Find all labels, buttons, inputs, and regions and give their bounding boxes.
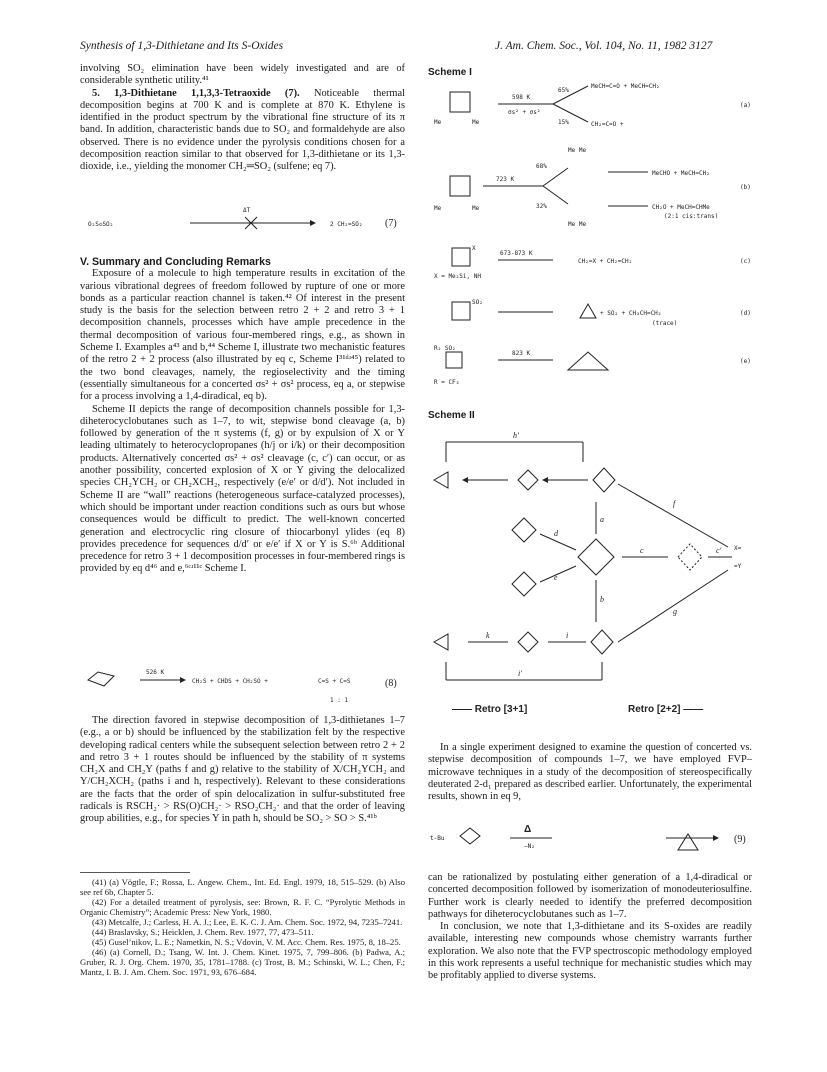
scheme1-b-product-2: CH₂O + MeCH=CHMe	[652, 204, 710, 211]
scheme1-b-yield-68: 68%	[536, 163, 547, 170]
footnote-44: (44) Braslavsky, S.; Heicklen, J. Chem. Rev. 1977, 77, 473–511.	[92, 927, 314, 937]
scheme1-c-x: X	[472, 245, 476, 252]
scheme2-path-b: b	[600, 595, 604, 604]
scheme-2	[428, 422, 758, 722]
scheme1-c-ring	[452, 248, 470, 266]
left-column-direction	[80, 715, 405, 826]
eq7-arrowhead	[310, 220, 316, 226]
scheme1-d-so2: SO₂	[472, 299, 483, 306]
scheme1-a-yield-15: 15%	[558, 119, 569, 126]
scheme2-diradical-bottom-left	[518, 632, 538, 652]
footnote-45: (45) Gusel’nikov, L. E.; Nametkin, N. S.; Vdovin, V. M. Acc. Chem. Res. 1975, 8, 18–25.	[92, 937, 401, 947]
scheme1-c-tag: (c)	[740, 258, 751, 265]
eq7-condition: ΔT	[243, 207, 251, 214]
eq7-reactant: O₂S◇SO₂	[88, 221, 114, 228]
footnote-46: (46) (a) Cornell, D.; Tsang, W. Int. J. Chem. Kinet. 1975, 7, 799–806. (b) Padwa, A.; Gruber, R. J. Org. Chem. 1970, 35, 1781–1788. (c) Trost, B. M.; Schinski, W. L.; Chen, F.; Mantz, I. B. J. Am. Chem. Soc. 1971, 93, 676–684.	[80, 947, 405, 977]
scheme1-d-trace: (trace)	[652, 320, 678, 327]
scheme2-center-ring	[578, 539, 614, 575]
scheme2-arrow-f	[618, 484, 728, 547]
scheme1-a-tag: (a)	[740, 102, 751, 109]
scheme1-d-cyclopropane	[580, 304, 596, 318]
scheme2-retro-31: —— Retro [3+1]	[452, 704, 528, 715]
scheme1-b-ring	[450, 176, 470, 196]
scheme2-path-a: a	[600, 515, 604, 524]
eq7-product: 2 CH₂=SO₂	[330, 221, 363, 228]
scheme2-triangle-bottom	[434, 634, 448, 650]
scheme2-arrow-d	[540, 534, 576, 550]
scheme2-ylide-upper	[512, 518, 536, 542]
eq9-condition: Δ	[524, 824, 532, 835]
paragraph-direction: The direction favored in stepwise decomposition of 1,3-dithietanes 1–7 (e.g., a or b) should be influenced by the stabilization felt by the respective developing radical centers while the subsequent selection between retro 2 + 2 and retro 3 + 1 routes should be influenced by the stability of π systems CH₂X and CH₂Y (paths f and g) relative to the stability of X/CH₂YCH₂ and Y/CH₂XCH₂ (paths i and h, respectively). Relevant to these considerations are the facts that the order of spin delocalization in sulfur-substituted free radicals is RSCH₂· > RS(O)CH₂· > RSO₂CH₂· and that the order of leaving group abilities, e.g., for species Y in path h, should be SO₂ > SO > S.⁴¹ᵇ	[80, 715, 405, 825]
scheme2-ylide-lower	[512, 572, 536, 596]
scheme1-d-tag: (d)	[740, 310, 751, 317]
footnotes	[80, 877, 405, 977]
scheme2-path-e: e	[554, 573, 558, 582]
scheme1-a-sigma: σs² + σs²	[508, 109, 541, 116]
scheme1-e-condition: 823 K	[512, 350, 531, 357]
paragraph-rationalize: can be rationalized by postulating either generation of a 1,4-diradical or concerted decomposition followed by isomerization of monodeuteriosulfine. Further work is clearly needed to identify the preferred decomposition pathways for diheterocyclobutanes such as 1–7.	[428, 872, 752, 920]
section-title: V. Summary and Concluding Remarks	[80, 256, 271, 268]
scheme1-d-product: + SO₂ + CH₃CH=CH₂	[600, 310, 662, 317]
footnote-rule	[80, 872, 190, 873]
equation-7	[80, 200, 405, 240]
eq9-n2-loss: −N₂	[524, 843, 535, 850]
scheme2-arrowhead-j	[462, 477, 468, 483]
scheme1-b-me-right: Me	[472, 205, 480, 212]
left-column-summary	[80, 256, 405, 576]
scheme2-arrow-g	[618, 570, 728, 642]
scheme1-b-me-left: Me	[434, 205, 442, 212]
scheme1-b-ratio: (2:1 cis:trans)	[664, 213, 719, 220]
scheme1-a-product-1: MeCH=C=O + MeCH=CH₂	[591, 83, 660, 90]
eq8-products: CH₂S + CHDS + CH₂SO +	[192, 678, 268, 685]
paragraph-intro: involving SO₂ elimination have been widely investigated and are of considerable synthetic utility.⁴¹	[80, 63, 405, 87]
scheme1-a-condition: 598 K	[512, 94, 531, 101]
scheme-2-label: Scheme II	[428, 410, 475, 421]
eq9-arrowhead-2	[713, 835, 719, 841]
equation-9	[428, 818, 753, 864]
scheme1-b-diradical-2: Me Me	[568, 221, 587, 228]
paragraph-tetraoxide-body: Noticeable thermal decomposition begins at 700 K and is complete at 870 K. Ethylene is identified in the product spectrum by the vibrational fine structure of its π band. In addition, characteristic bands due to SO₂ and formaldehyde are also observed. There is no evidence under the pyrolysis conditions chosen for a decomposition reaction similar to that observed for 1,3-dithietane or its 1,3-dioxide, i.e., yielding the monomer CH₂═SO₂ (sulfene; eq 7).	[80, 87, 406, 173]
scheme1-b-product-1: MeCHO + MeCH=CH₂	[652, 170, 710, 177]
scheme1-a-yield-65: 65%	[558, 87, 569, 94]
scheme2-path-g: g	[673, 607, 677, 616]
scheme1-b-branch-down	[543, 186, 568, 204]
scheme2-product-x: X=	[734, 545, 742, 552]
paragraph-conclusion: In conclusion, we note that 1,3-dithietane and its S-oxides are readily available, interesting new compounds whose chemistry warrants further exploration. We also note that the FVP spectroscopic methodology employed in this work represents a useful technique for mechanistic studies which may be profitably applied to diverse systems.	[428, 921, 752, 982]
running-header-journal: J. Am. Chem. Soc., Vol. 104, No. 11, 1982 3127	[495, 40, 713, 52]
scheme1-b-condition: 723 K	[496, 176, 515, 183]
running-header-title: Synthesis of 1,3-Dithietane and Its S-Oxides	[80, 40, 284, 52]
scheme2-arrowhead-h	[542, 477, 548, 483]
scheme1-e-rdef: R = CF₃	[434, 379, 460, 386]
scheme2-diradical-top-left	[518, 470, 538, 490]
scheme2-path-k: k	[486, 631, 490, 640]
right-column-conclusion	[428, 872, 752, 983]
paragraph-summary-1: Exposure of a molecule to high temperature results in excitation of the various vibrational degrees of freedom followed by rupture of one or more bonds as a particular reaction channel is taken.⁴² Of interest in the present study is the basis for the selection between retro 2 + 2 and retro 3 + 1 decomposition channels, processes which have ample precedence in the thermal decomposition of various four-membered rings, e.g., as shown in Scheme I. Examples a⁴³ and b,⁴⁴ Scheme I, illustrate two mechanistic features of the retro 2 + 2 process (also illustrated by eq c, Scheme I³¹ᵈʴ⁴⁵) related to the two bond cleavages, namely, the regioselectivity and the timing (essentially simultaneous for a concerted σs² + σs² process, eq a, or stepwise for a process involving a 1,4-diradical, eq b).	[80, 268, 405, 403]
scheme2-triangle-top	[434, 472, 448, 488]
scheme1-b-tag: (b)	[740, 184, 751, 191]
scheme2-path-f: f	[673, 499, 676, 508]
eq9-thiirane	[678, 834, 698, 850]
scheme2-arrow-e	[540, 566, 576, 582]
scheme2-product-y: =Y	[734, 563, 742, 570]
scheme1-a-ring	[450, 92, 470, 112]
scheme-1-label: Scheme I	[428, 67, 472, 78]
scheme1-e-tag: (e)	[740, 358, 751, 365]
scheme1-a-me-left: Me	[434, 119, 442, 126]
left-column	[80, 63, 405, 174]
scheme2-diradical-bottom-right	[591, 630, 613, 654]
scheme1-a-me-right: Me	[472, 119, 480, 126]
eq8-arrowhead	[180, 677, 186, 683]
eq8-ylide: C=S + C=S	[318, 678, 351, 685]
scheme2-path-h-top: h'	[513, 431, 519, 440]
eq7-number: (7)	[385, 218, 397, 229]
eq9-reactant-ring	[460, 828, 480, 844]
scheme1-b-yield-32: 32%	[536, 203, 547, 210]
scheme2-path-c-prime: c'	[716, 546, 722, 555]
scheme2-diradical-top-right	[593, 468, 615, 492]
paragraph-summary-2: Scheme II depicts the range of decomposition channels possible for 1,3-diheterocyclobutanes such as 1–7, to wit, stepwise bond cleavage (a, b) followed by generation of the π systems (f, g) or by expulsion of X or Y leading ultimately to heterocyclopropanes (h/j or i/k) or their decomposition products. Alternatively concerted σs² + σs² cleavage (c, c′) can occur, or as another possibility, concerted explosion of X or Y giving the delocalized species CH₂YCH₂ or CH₂XCH₂, respectively (e/e′ or d/d′). Not included in Scheme II are “wall” reactions (heterogeneous surface-catalyzed processes), which should be important under reaction conditions such as ours but whose consequences would be difficult to predict. The well-known concerted generation and electrocyclic ring closure of thiocarbonyl ylides (eq 8) provides precedence for sequences d/d′ or e/e′ if X or Y is S.⁶ᵇ Additional precedence for retro 3 + 1 decomposition processes in four-membered rings is provided by eq d⁴⁶ and e,⁶ᶜʴ¹¹ᶜ Scheme I.	[80, 403, 405, 575]
eq8-reactant-ring	[88, 672, 114, 686]
scheme2-transition-state	[678, 544, 702, 570]
scheme2-path-d: d	[554, 529, 558, 538]
eq9-reactant-tbu: t-Bu	[430, 835, 445, 842]
scheme1-b-diradical-1: Me Me	[568, 147, 587, 154]
scheme1-c-product: CH₂=X + CH₂=CH₂	[578, 258, 633, 265]
scheme2-path-c: c	[640, 546, 644, 555]
scheme1-b-branch-up	[543, 168, 568, 186]
scheme2-path-i: i	[566, 631, 569, 640]
equation-8	[80, 660, 405, 710]
scheme-1	[428, 80, 758, 400]
scheme1-d-ring	[452, 302, 470, 320]
paragraph-tetraoxide	[80, 88, 405, 174]
scheme1-c-condition: 673-873 K	[500, 250, 533, 257]
eq8-number: (8)	[385, 678, 397, 689]
eq9-number: (9)	[734, 834, 746, 845]
eq8-ratio: 1 : 1	[330, 697, 349, 704]
scheme1-a-product-2: CH₂=C=O +	[591, 121, 624, 128]
footnote-41: (41) (a) Vögtle, F.; Rossa, L. Angew. Chem., Int. Ed. Engl. 1979, 18, 515–529. (b) Also see ref 6b, Chapter 5.	[80, 877, 405, 897]
footnote-43: (43) Metcalfe, J.; Carless, H. A. J.; Lee, E. K. C. J. Am. Chem. Soc. 1972, 94, 7235–7241.	[92, 917, 403, 927]
scheme1-e-thiirane	[568, 352, 608, 370]
footnote-42: (42) For a detailed treatment of pyrolysis, see: Brown, R. F. C. “Pyrolytic Methods in Organic Chemistry”; Academic Press: New York, 1980.	[80, 897, 405, 917]
subsection-heading: 5. 1,3-Dithietane 1,1,3,3-Tetraoxide (7).	[92, 87, 300, 99]
scheme1-c-xdef: X = Me₂Si, NH	[434, 273, 481, 280]
eq8-condition: 526 K	[146, 669, 165, 676]
scheme1-e-ring	[446, 352, 462, 368]
scheme1-e-r2: R₂ SO₂	[434, 345, 456, 352]
right-column-text	[428, 742, 752, 803]
scheme2-retro-22: Retro [2+2] ——	[628, 704, 704, 715]
paragraph-fvp-experiment: In a single experiment designed to examine the question of concerted vs. stepwise decomposition of compounds 1–7, we have employed FVP–microwave techniques in a study of the decomposition of stereospecifically deuterated 2-d₁ prepared as described earlier. Unfortunately, the experimental results, shown in eq 9,	[428, 742, 752, 803]
scheme2-path-i-prime: i'	[518, 669, 522, 678]
